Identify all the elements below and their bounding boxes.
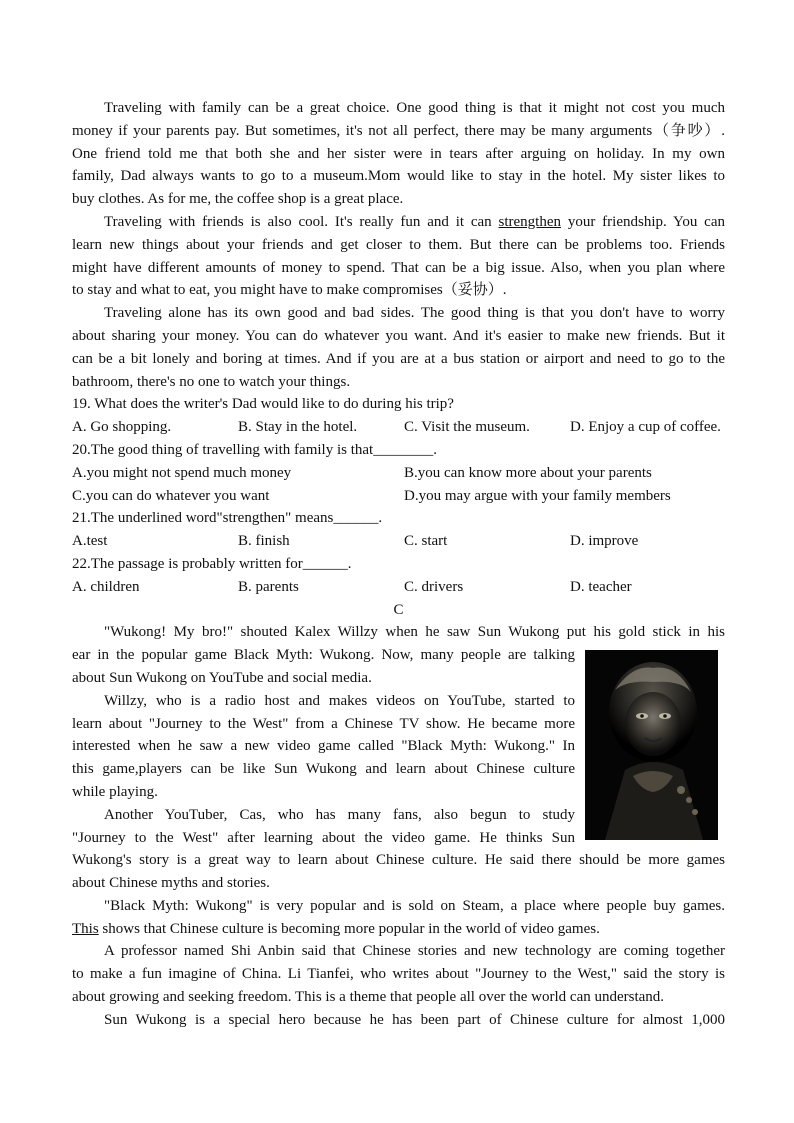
question-options — [72, 416, 725, 439]
text-line: "Journey to the West" after learning about the video game. He thinks Sun — [72, 829, 575, 846]
option: A. Go shopping. — [72, 419, 172, 436]
wukong-image — [585, 650, 718, 840]
text-line: might have different amounts of money to spend. That can be a big issue. Also, when you plan where — [72, 259, 725, 276]
text-line: ear in the popular game Black Myth: Wukong. Now, many people are talking — [72, 647, 575, 664]
text-line: money if your parents pay. But sometimes, it's not all perfect, there may be many arguments（争吵）. — [72, 122, 725, 139]
option: A.you might not spend much money — [72, 464, 292, 481]
option: B. finish — [238, 533, 290, 550]
text-line: about sharing your money. You can do whatever you want. And it's easier to make new friends. But it — [72, 327, 725, 344]
text-line: learn new things about your friends and get closer to them. But there can be problems too. Friends — [72, 236, 725, 253]
text-line: while playing. — [72, 783, 158, 800]
text-segment: your friendship. You can — [561, 213, 725, 230]
text-line: can be a bit lonely and boring at times. And if you are at a bus station or airport and need to go to the — [72, 350, 725, 367]
question-stem: 21.The underlined word"strengthen" means______. — [72, 510, 383, 527]
question-options — [72, 530, 725, 553]
text-line: Sun Wukong is a special hero because he has been part of Chinese culture for almost 1,000 — [104, 1011, 725, 1028]
text-line: interested when he saw a new video game called "Black Myth: Wukong." In — [72, 738, 575, 755]
question-options — [72, 576, 725, 599]
option: C.you can do whatever you want — [72, 487, 270, 504]
text-line: buy clothes. As for me, the coffee shop is a great place. — [72, 191, 404, 208]
section-heading: C — [393, 601, 404, 618]
option: D. Enjoy a cup of coffee. — [570, 419, 721, 436]
question-options — [72, 485, 725, 508]
question-stem: 19. What does the writer's Dad would like to do during his trip? — [72, 396, 454, 413]
text-line: bathroom, there's no one to watch your things. — [72, 373, 351, 390]
question-stem: 20.The good thing of travelling with family is that________. — [72, 441, 437, 458]
text-line: this game,players can be like Sun Wukong and learn about Chinese culture — [72, 761, 575, 778]
text-line: Traveling with family can be a great choice. One good thing is that it might not cost you much — [104, 100, 725, 116]
text-line: learn about "Journey to the West" from a Chinese TV show. He became more — [72, 715, 575, 732]
question-stem: 22.The passage is probably written for______. — [72, 555, 352, 572]
text-line: Traveling alone has its own good and bad sides. The good thing is that you don't have to worry — [104, 305, 725, 322]
option: D.you may argue with your family members — [404, 487, 671, 504]
option: C. start — [404, 533, 448, 550]
text-line — [72, 211, 725, 234]
option: C. drivers — [404, 578, 464, 595]
question-options — [72, 462, 725, 485]
wukong-portrait-icon — [585, 650, 718, 840]
option: A.test — [72, 533, 108, 550]
text-line: Willzy, who is a radio host and makes videos on YouTube, started to — [104, 692, 575, 709]
text-line: to make a fun imagine of China. Li Tianfei, who writes about "Journey to the West," said the story is — [72, 966, 725, 983]
text-line — [72, 918, 725, 941]
option: D. improve — [570, 533, 639, 550]
text-line: to stay and what to eat, you might have to make compromises（妥协）. — [72, 282, 507, 299]
text-line: about Sun Wukong on YouTube and social media. — [72, 669, 372, 686]
text-line: "Black Myth: Wukong" is very popular and is sold on Steam, a place where people buy games. — [104, 897, 725, 914]
option: B. parents — [238, 578, 299, 595]
text-line: about growing and seeking freedom. This is a theme that people all over the world can understand. — [72, 989, 665, 1006]
underlined-word: strengthen — [498, 213, 561, 230]
option: B.you can know more about your parents — [404, 464, 652, 481]
text-line: Another YouTuber, Cas, who has many fans, also begun to study — [104, 806, 575, 823]
option: A. children — [72, 578, 140, 595]
option: D. teacher — [570, 578, 632, 595]
option: B. Stay in the hotel. — [238, 419, 358, 436]
option: C. Visit the museum. — [404, 419, 530, 436]
text-line: Wukong's story is a great way to learn about Chinese culture. He said there should be more games — [72, 852, 725, 869]
text-segment: shows that Chinese culture is becoming more popular in the world of video games. — [98, 920, 600, 937]
text-line: One friend told me that both she and her sister were in tears after arguing on holiday. In my own — [72, 145, 725, 162]
exam-page — [72, 97, 725, 1032]
text-line: A professor named Shi Anbin said that Chinese stories and new technology are coming together — [104, 943, 725, 960]
text-line: about Chinese myths and stories. — [72, 875, 270, 892]
text-line: "Wukong! My bro!" shouted Kalex Willzy when he saw Sun Wukong put his gold stick in his — [104, 624, 725, 641]
underlined-word: This — [72, 920, 99, 937]
text-segment: Traveling with friends is also cool. It's really fun and it can — [104, 213, 499, 230]
text-line: family, Dad always wants to go to a museum.Mom would like to stay in the hotel. My sister likes to — [72, 168, 725, 185]
